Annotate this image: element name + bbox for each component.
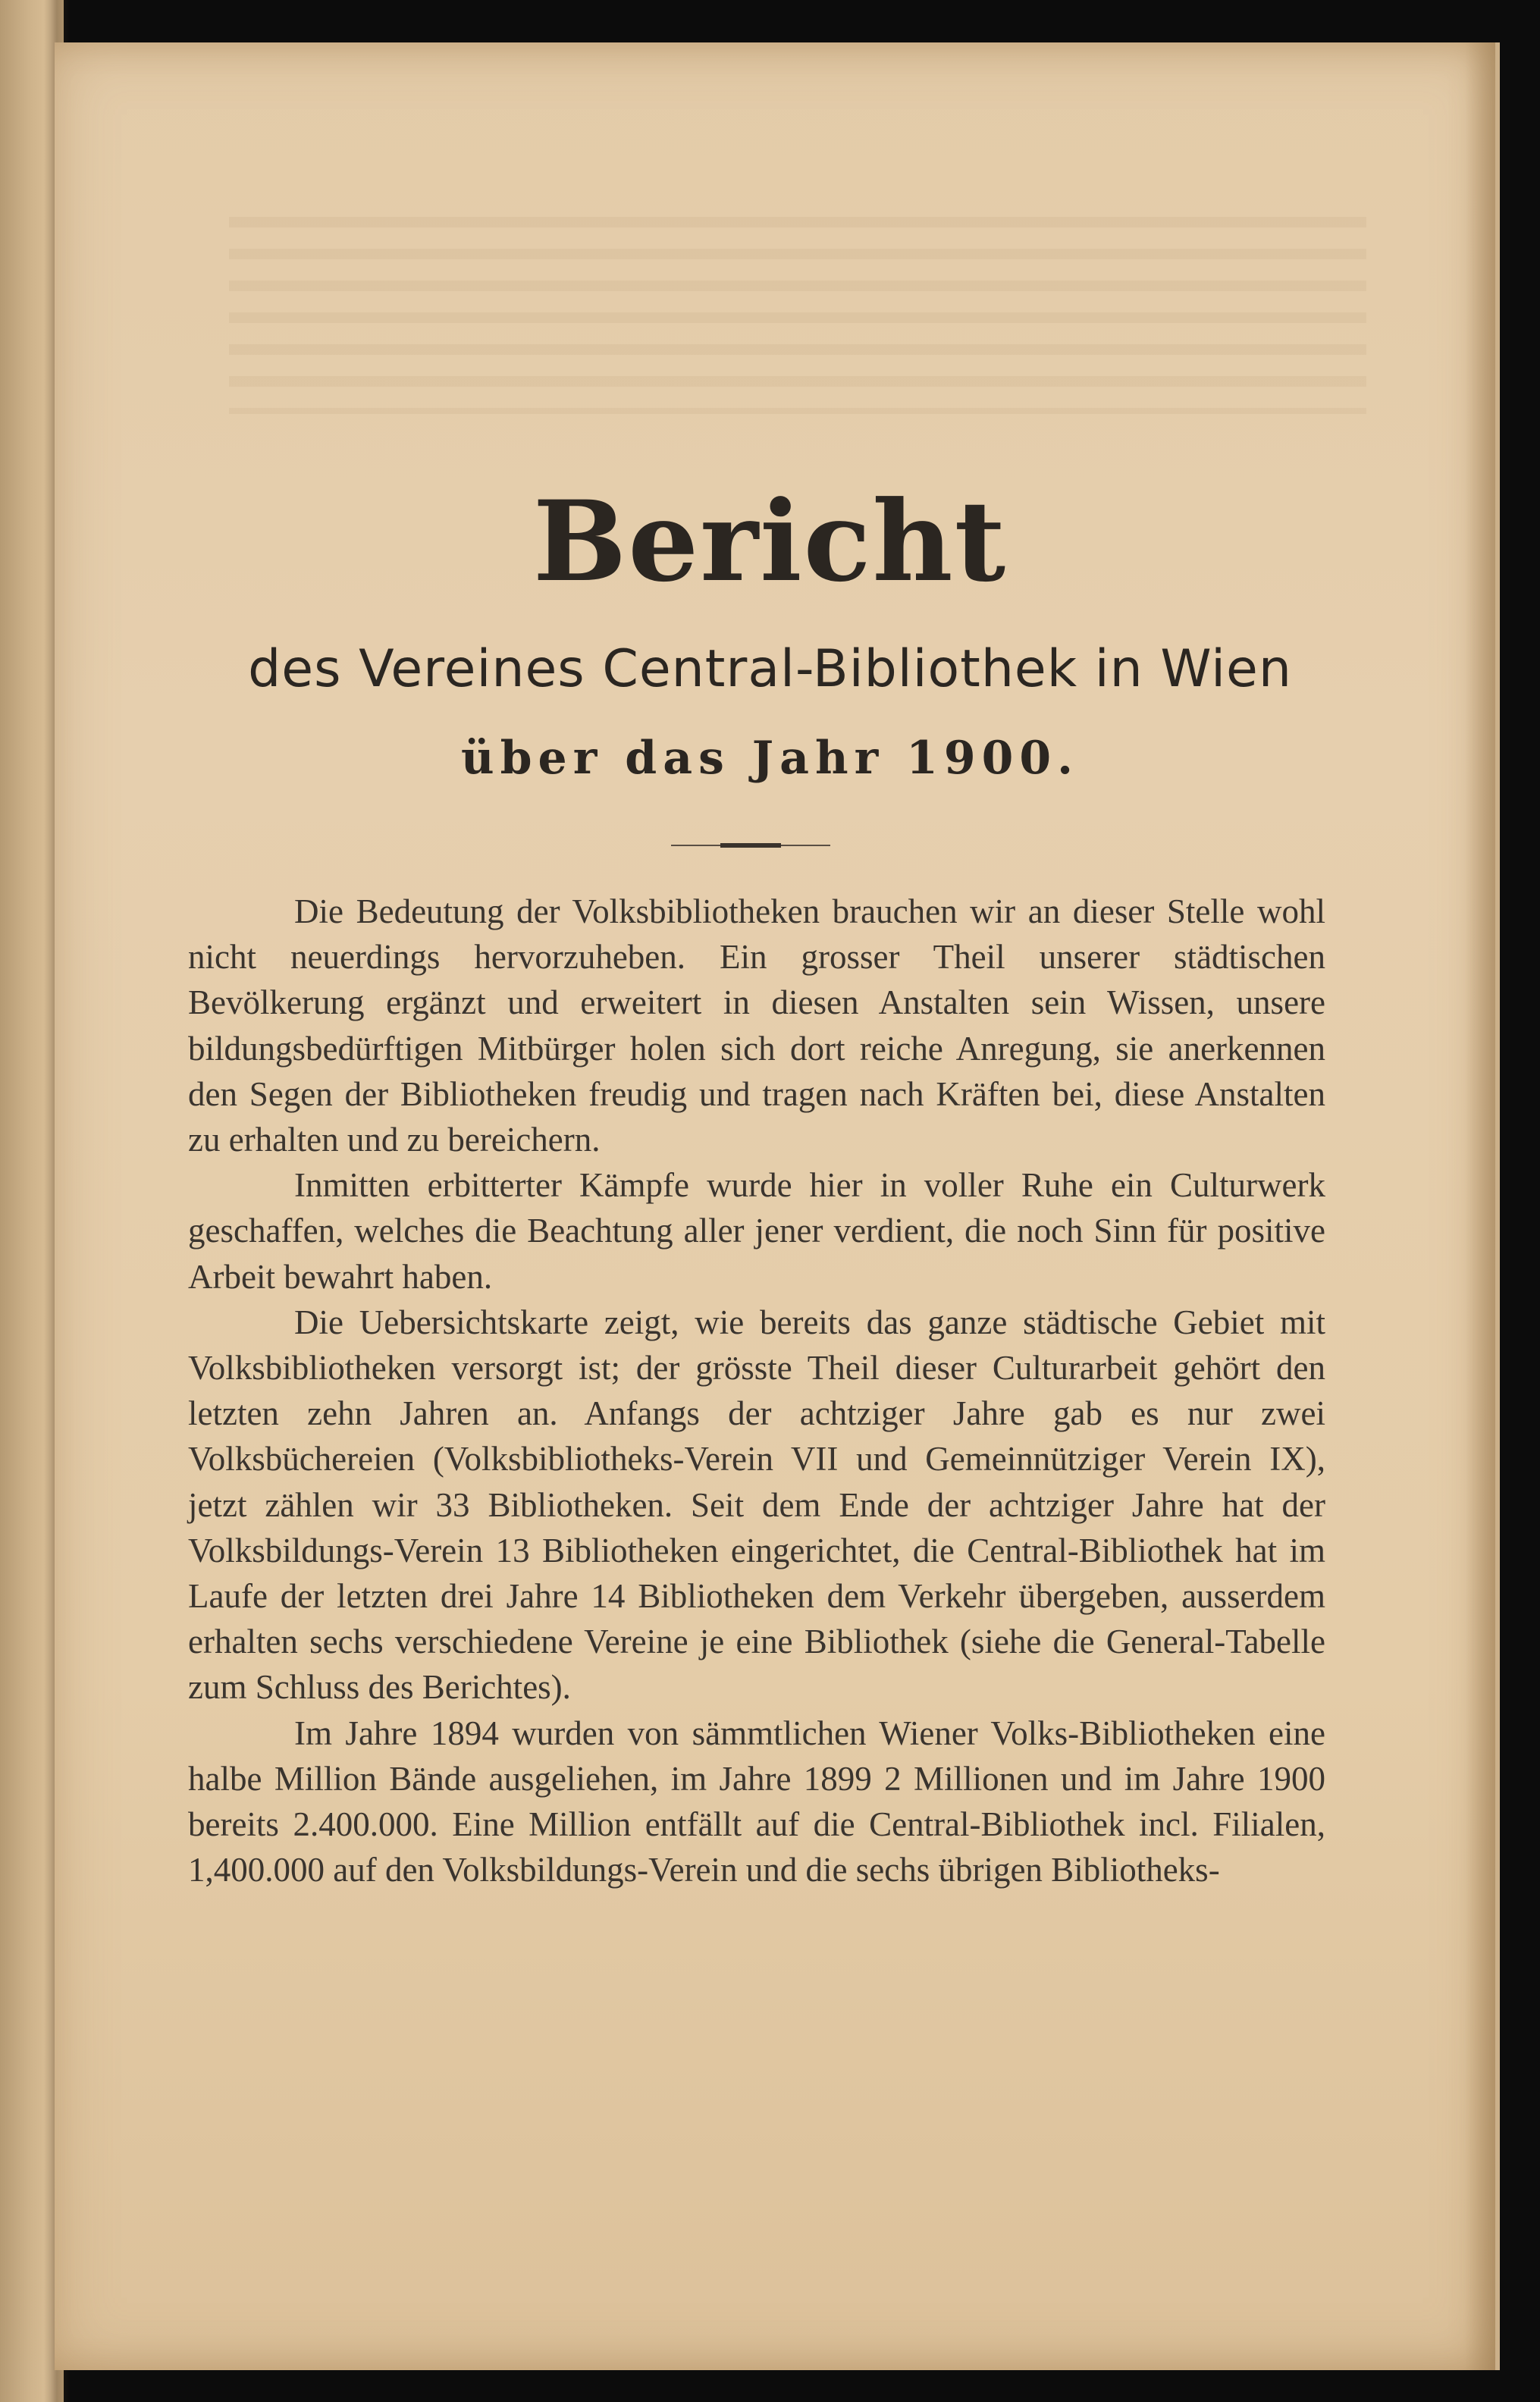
paragraph: Im Jahre 1894 wurden von sämmtlichen Wiener Volks-Bibliotheken eine halbe Million Bände ausgeliehen, im Jahre 1899 2 Millionen und im Jahre 1900 bereits 2.400.000. Eine Million entfällt auf die Central-Bibliothek incl. Filialen, 1,400.000 auf den Volksbildungs-Verein und die sechs übrigen Bibliotheks- bbox=[188, 1714, 1325, 1889]
document-body bbox=[188, 889, 1325, 1892]
page-edge-shadow bbox=[1465, 42, 1495, 2370]
paragraph: Die Uebersichtskarte zeigt, wie bereits das ganze städtische Gebiet mit Volksbibliotheken versorgt ist; der grösste Theil dieser Culturarbeit gehört den letzten zehn Jahren an. Anfangs der achtziger Jahre gab es nur zwei Volksbüchereien (Volksbibliotheks-Verein VII und Gemeinnütziger Verein IX), jetzt zählen wir 33 Bibliotheken. Seit dem Ende der achtziger Jahre hat der Volksbildungs-Verein 13 Bibliotheken eingerichtet, die Central-Bibliothek hat im Laufe der letzten drei Jahre 14 Bibliotheken dem Verkehr übergeben, ausserdem erhalten sechs verschiedene Vereine je eine Bibliothek (siehe die General-Tabelle zum Schluss des Berichtes). bbox=[188, 1303, 1325, 1707]
paragraph: Inmitten erbitterter Kämpfe wurde hier in voller Ruhe ein Culturwerk geschaffen, welches die Beachtung aller jener verdient, die noch Sinn für positive Arbeit bewahrt haben. bbox=[188, 1166, 1325, 1296]
show-through-text bbox=[229, 217, 1366, 414]
title-divider-center bbox=[720, 843, 781, 848]
document-title: Bericht bbox=[532, 477, 1008, 607]
document-subtitle: des Vereines Central-Bibliothek in Wien bbox=[248, 639, 1292, 699]
paragraph: Die Bedeutung der Volksbibliotheken brauchen wir an dieser Stelle wohl nicht neuerdings hervorzuheben. Ein grosser Theil unserer städtischen Bevölkerung ergänzt und erweitert in diesen Anstalten sein Wissen, unsere bildungsbedürftigen Mitbürger holen sich dort reiche Anregung, sie anerkennen den Segen der Bibliotheken freudig und tragen nach Kräften bei, diese Anstalten zu erhalten und zu bereichern. bbox=[188, 892, 1325, 1159]
document-year-line: über das Jahr 1900. bbox=[460, 732, 1080, 785]
